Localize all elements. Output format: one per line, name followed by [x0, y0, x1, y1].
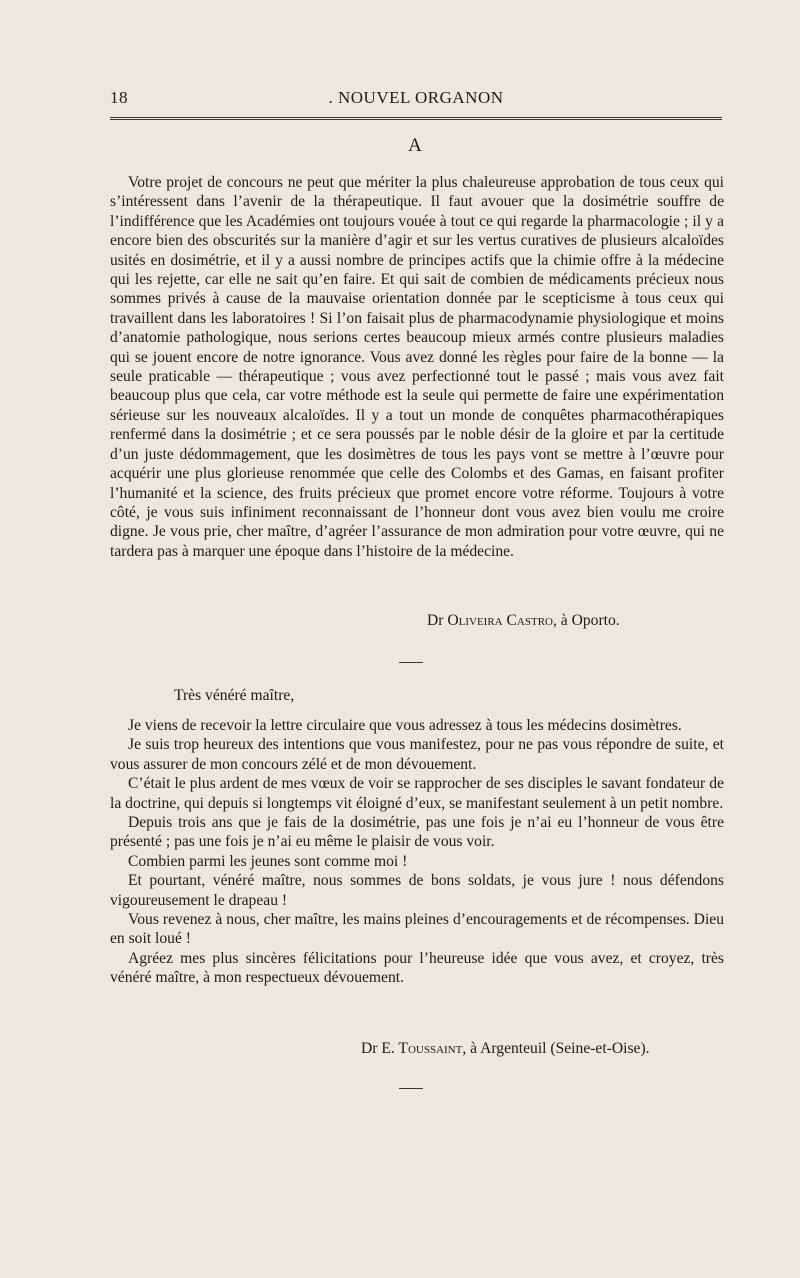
signature-name: E. Toussaint: [381, 1040, 463, 1057]
letter-2-paragraph: Depuis trois ans que je fais de la dosimétrie, pas une fois je n’ai eu l’honneur de vous être présenté ; pas une fois je n’ai eu même le plaisir de vous voir.: [110, 814, 724, 851]
signature-title: Dr: [361, 1040, 378, 1057]
letter-heading: A: [408, 135, 422, 156]
letter-1-paragraph: Votre projet de concours ne peut que mériter la plus chaleureuse approbation de tous ceux qui s’intéressent dans l’avenir de la thérapeutique. Il faut avouer que la dosimétrie souffre de l’indifférence que les Académies ont toujours vouée à tout ce qui regarde la pharmacologie ; il y a encore bien des obscurités sur la manière d’agir et sur les vertus curatives de plusieurs alcaloïdes usités en dosimétrie, et il y a aussi nombre de principes actifs que la chimie offre à la médecine qui les rejette, car elle ne sait qu’en faire. Et qui sait de combien de médicaments précieux nous sommes privés à cause de la mauvaise orientation donnée par le scepticisme à tous ceux qui travaillent dans les laboratoires ! Si l’on faisait plus de pharmacodynamie physiologique et moins d’anatomie pathologique, nous serions certes beaucoup mieux armés contre plusieurs maladies qui se jouent encore de notre ignorance. Vous avez donné les règles pour faire de la bonne — la seule praticable — thérapeutique ; vous avez perfectionné tout le passé ; mais vous avez fait beaucoup plus que cela, car votre méthode est la seule qui permette de faire une expérimentation sérieuse sur les nouveaux alcaloïdes. Il y a tout un monde de conquêtes pharmacothérapiques renfermé dans la dosimétrie ; et ce sera poussés par le noble désir de la gloire et par la certitude d’un juste dédommagement, que les dosimètres de tous les pays vont se mettre à l’œuvre pour acquérir une plus glorieuse renommée que celle des Colombs et des Gamas, en faisant profiter l’humanité et la science, des fruits précieux que promet encore votre réforme. Toujours à votre côté, je vous suis infiniment reconnaissant de l’honneur dont vous avez bien voulu me croire digne. Je vous prie, cher maître, d’agréer l’assurance de mon admiration pour votre œuvre, qui ne tardera pas à marquer une époque dans l’histoire de la médecine.: [110, 174, 724, 560]
running-header: [110, 88, 722, 114]
section-separator: [399, 662, 423, 663]
signature-name: Oliveira Castro: [447, 612, 553, 629]
letter-2-paragraph: Et pourtant, vénéré maître, nous sommes de bons soldats, je vous jure ! nous défendons vigoureusement le drapeau !: [110, 872, 724, 909]
signature-place: , à Argenteuil (Seine-et-Oise).: [462, 1040, 650, 1057]
header-rule: [110, 117, 722, 120]
letter-2-body: [110, 716, 724, 988]
letter-1-body: [110, 173, 724, 561]
letter-2-paragraph: Agréez mes plus sincères félicitations pour l’heureuse idée que vous avez, et croyez, très vénéré maître, à mon respectueux dévouement.: [110, 949, 724, 987]
letter-2-paragraph: Vous revenez à nous, cher maître, les mains pleines d’encouragements et de récompenses. Dieu en soit loué !: [110, 911, 724, 948]
signature-title: Dr: [427, 612, 444, 629]
letter-2-paragraph: C’était le plus ardent de mes vœux de voir se rapprocher de ses disciples le savant fondateur de la doctrine, qui depuis si longtemps vit éloigné d’eux, se manifestant seulement à un petit nombre.: [110, 775, 724, 812]
letter-2-paragraph: Combien parmi les jeunes sont comme moi !: [128, 852, 408, 870]
letter-2-paragraph: Je suis trop heureux des intentions que vous manifestez, pour ne pas vous répondre de suite, et vous assurer de mon concours zélé et de mon dévouement.: [110, 736, 724, 773]
letter-2-paragraph: Je viens de recevoir la lettre circulaire que vous adressez à tous les médecins dosimètres.: [128, 717, 682, 734]
page-number: 18: [110, 88, 128, 107]
signature-place: , à Oporto.: [553, 612, 620, 629]
letter-2-salutation: Très vénéré maître,: [174, 687, 295, 704]
letter-1-signature: [427, 611, 620, 631]
running-title: . NOUVEL ORGANON: [328, 88, 504, 107]
letter-2-signature: [361, 1039, 650, 1059]
section-separator: [399, 1088, 423, 1089]
